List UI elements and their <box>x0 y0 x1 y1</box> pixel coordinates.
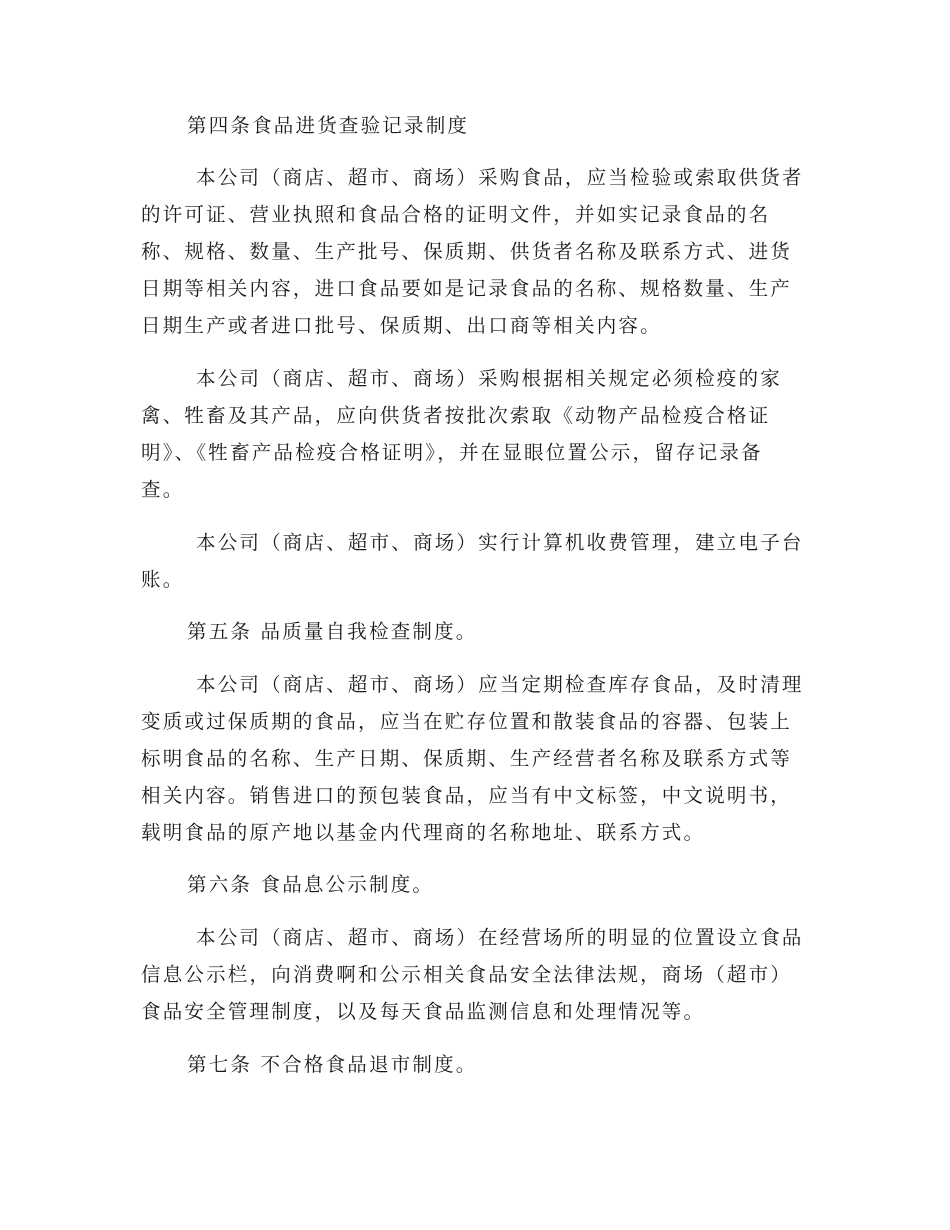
section-heading-5: 第五条 品质量自我检查制度。 <box>187 620 478 643</box>
paragraph-line: 账。 <box>141 568 185 591</box>
paragraph-line: 禽、牲畜及其产品，应向供货者按批次索取《动物产品检疫合格证 <box>141 404 771 427</box>
paragraph-line: 本公司（商店、超市、商场）采购食品，应当检验或索取供货者 <box>196 166 804 189</box>
paragraph-line: 信息公示栏，向消费啊和公示相关食品安全法律法规，商场（超市） <box>141 963 793 986</box>
paragraph-line: 载明食品的原产地以基金内代理商的名称地址、联系方式。 <box>141 821 706 844</box>
paragraph-line: 本公司（商店、超市、商场）采购根据相关规定必须检疫的家 <box>196 367 782 390</box>
paragraph-line: 的许可证、营业执照和食品合格的证明文件，并如实记录食品的名 <box>141 203 771 226</box>
paragraph-line: 食品安全管理制度，以及每天食品监测信息和处理情况等。 <box>141 1000 706 1023</box>
paragraph-line: 查。 <box>141 478 185 501</box>
paragraph-line: 本公司（商店、超市、商场）应当定期检查库存食品，及时清理 <box>196 673 804 696</box>
paragraph-line: 本公司（商店、超市、商场）在经营场所的明显的位置设立食品 <box>196 926 804 949</box>
paragraph-line: 日期等相关内容，进口食品要如是记录食品的名称、规格数量、生产 <box>141 277 793 300</box>
paragraph-line: 标明食品的名称、生产日期、保质期、生产经营者名称及联系方式等 <box>141 747 793 770</box>
section-heading-6: 第六条 食品息公示制度。 <box>187 873 435 896</box>
paragraph-line: 明》、《牲畜产品检疫合格证明》，并在显眼位置公示，留存记录备 <box>141 441 763 464</box>
paragraph-line: 日期生产或者进口批号、保质期、出口商等相关内容。 <box>141 314 662 337</box>
paragraph-line: 本公司（商店、超市、商场）实行计算机收费管理，建立电子台 <box>196 531 804 554</box>
paragraph-line: 相关内容。销售进口的预包装食品，应当有中文标签，中文说明书， <box>141 784 793 807</box>
section-heading-4: 第四条食品进货查验记录制度 <box>187 114 470 137</box>
section-heading-7: 第七条 不合格食品退市制度。 <box>187 1053 478 1076</box>
paragraph-line: 称、规格、数量、生产批号、保质期、供货者名称及联系方式、进货 <box>141 240 793 263</box>
paragraph-line: 变质或过保质期的食品，应当在贮存位置和散装食品的容器、包装上 <box>141 710 793 733</box>
